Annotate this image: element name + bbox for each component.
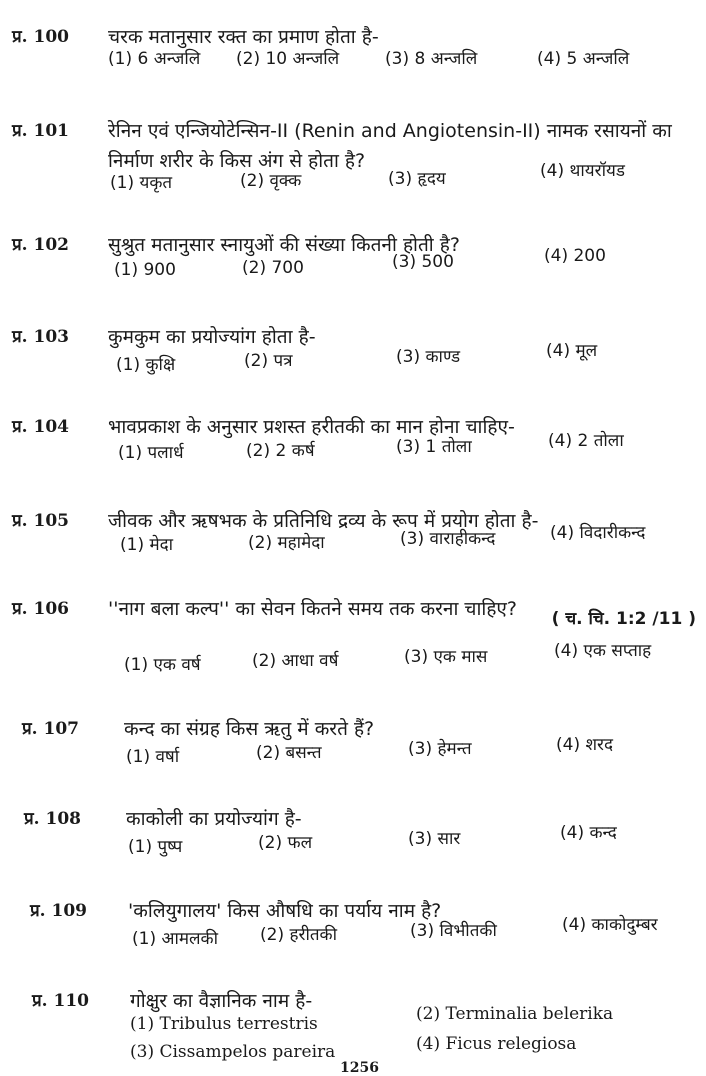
option-2: (2) फल <box>258 833 313 853</box>
question-text: भावप्रकाश के अनुसार प्रशस्त हरीतकी का मान होना चाहिए- <box>108 416 515 438</box>
option-2: (2) आधा वर्ष <box>252 651 339 671</box>
option-3: (3) 8 अन्जलि <box>385 49 478 69</box>
option-4: (4) Ficus relegiosa <box>416 1034 577 1054</box>
option-4: (4) मूल <box>546 341 598 361</box>
question-text: कुमकुम का प्रयोज्यांग होता है- <box>108 326 316 348</box>
question-number: प्र. 103 <box>12 327 69 347</box>
option-1: (1) 6 अन्जलि <box>108 49 201 69</box>
option-3: (3) वाराहीकन्द <box>400 529 496 549</box>
option-3: (3) काण्ड <box>396 347 461 367</box>
option-1: (1) एक वर्ष <box>124 655 201 675</box>
page-number: 1256 <box>340 1060 379 1076</box>
question-number: प्र. 106 <box>12 599 69 619</box>
question-number: प्र. 105 <box>12 511 69 531</box>
option-2: (2) महामेदा <box>248 533 325 553</box>
option-1: (1) आमलकी <box>132 929 219 949</box>
option-3: (3) एक मास <box>404 647 488 667</box>
question-number: प्र. 108 <box>24 809 81 829</box>
option-3: (3) 500 <box>392 252 454 272</box>
option-2: (2) वृक्क <box>240 171 302 191</box>
option-2: (2) 700 <box>242 258 304 278</box>
option-4: (4) विदारीकन्द <box>550 523 646 543</box>
option-2: (2) Terminalia belerika <box>416 1004 614 1024</box>
question-number: प्र. 109 <box>30 901 87 921</box>
question-number: प्र. 107 <box>22 719 79 739</box>
question-number: प्र. 100 <box>12 27 69 47</box>
option-4: (4) शरद <box>556 735 614 755</box>
option-3: (3) 1 तोला <box>396 437 472 457</box>
question-number: प्र. 104 <box>12 417 69 437</box>
question-text: गोक्षुर का वैज्ञानिक नाम है- <box>130 990 313 1012</box>
option-2: (2) बसन्त <box>256 743 322 763</box>
option-4: (4) 2 तोला <box>548 431 624 451</box>
question-text: कन्द का संग्रह किस ऋतु में करते हैं? <box>124 718 375 740</box>
option-3: (3) विभीतकी <box>410 921 497 941</box>
option-4: (4) थायरॉयड <box>540 161 625 181</box>
question-text: जीवक और ऋषभक के प्रतिनिधि द्रव्य के रूप में प्रयोग होता है- <box>108 510 539 532</box>
option-4: (4) एक सप्ताह <box>554 641 652 661</box>
option-4: (4) 5 अन्जलि <box>537 49 630 69</box>
option-1: (1) मेदा <box>120 535 174 555</box>
option-2: (2) 2 कर्ष <box>246 441 315 461</box>
question-text: 'कलियुगालय' किस औषधि का पर्याय नाम है? <box>128 900 442 922</box>
option-4: (4) काकोदुम्बर <box>562 915 658 935</box>
option-3: (3) हृदय <box>388 169 446 189</box>
option-2: (2) हरीतकी <box>260 925 338 945</box>
option-1: (1) Tribulus terrestris <box>130 1014 318 1034</box>
question-number: प्र. 102 <box>12 235 69 255</box>
question-text: रेनिन एवं एन्जियोटेन्सिन-II (Renin and Angiotensin-II) नामक रसायनों का निर्माण शरीर के किस अंग से होता है? <box>108 120 672 172</box>
option-3: (3) हेमन्त <box>408 739 472 759</box>
option-4: (4) 200 <box>544 246 606 266</box>
option-1: (1) यकृत <box>110 173 173 193</box>
option-1: (1) पलार्ध <box>118 443 184 463</box>
question-number: प्र. 101 <box>12 121 69 141</box>
option-4: (4) कन्द <box>560 823 617 843</box>
question-text: चरक मतानुसार रक्त का प्रमाण होता है- <box>108 26 379 48</box>
option-1: (1) कुक्षि <box>116 355 176 375</box>
option-1: (1) वर्षा <box>126 747 180 767</box>
option-3: (3) Cissampelos pareira <box>130 1042 336 1062</box>
option-1: (1) पुष्प <box>128 837 183 857</box>
question-text: ''नाग बला कल्प'' का सेवन कितने समय तक करना चाहिए? <box>108 598 518 620</box>
reference-citation: ( च. चि. 1:2 /11 ) <box>551 609 696 629</box>
option-2: (2) 10 अन्जलि <box>236 49 340 69</box>
question-text: काकोली का प्रयोज्यांग है- <box>126 808 302 830</box>
question-text: सुश्रुत मतानुसार स्नायुओं की संख्या कितनी होती है? <box>108 234 460 256</box>
question-number: प्र. 110 <box>32 991 89 1011</box>
option-1: (1) 900 <box>114 260 176 280</box>
option-2: (2) पत्र <box>244 351 293 371</box>
option-3: (3) सार <box>408 829 461 849</box>
